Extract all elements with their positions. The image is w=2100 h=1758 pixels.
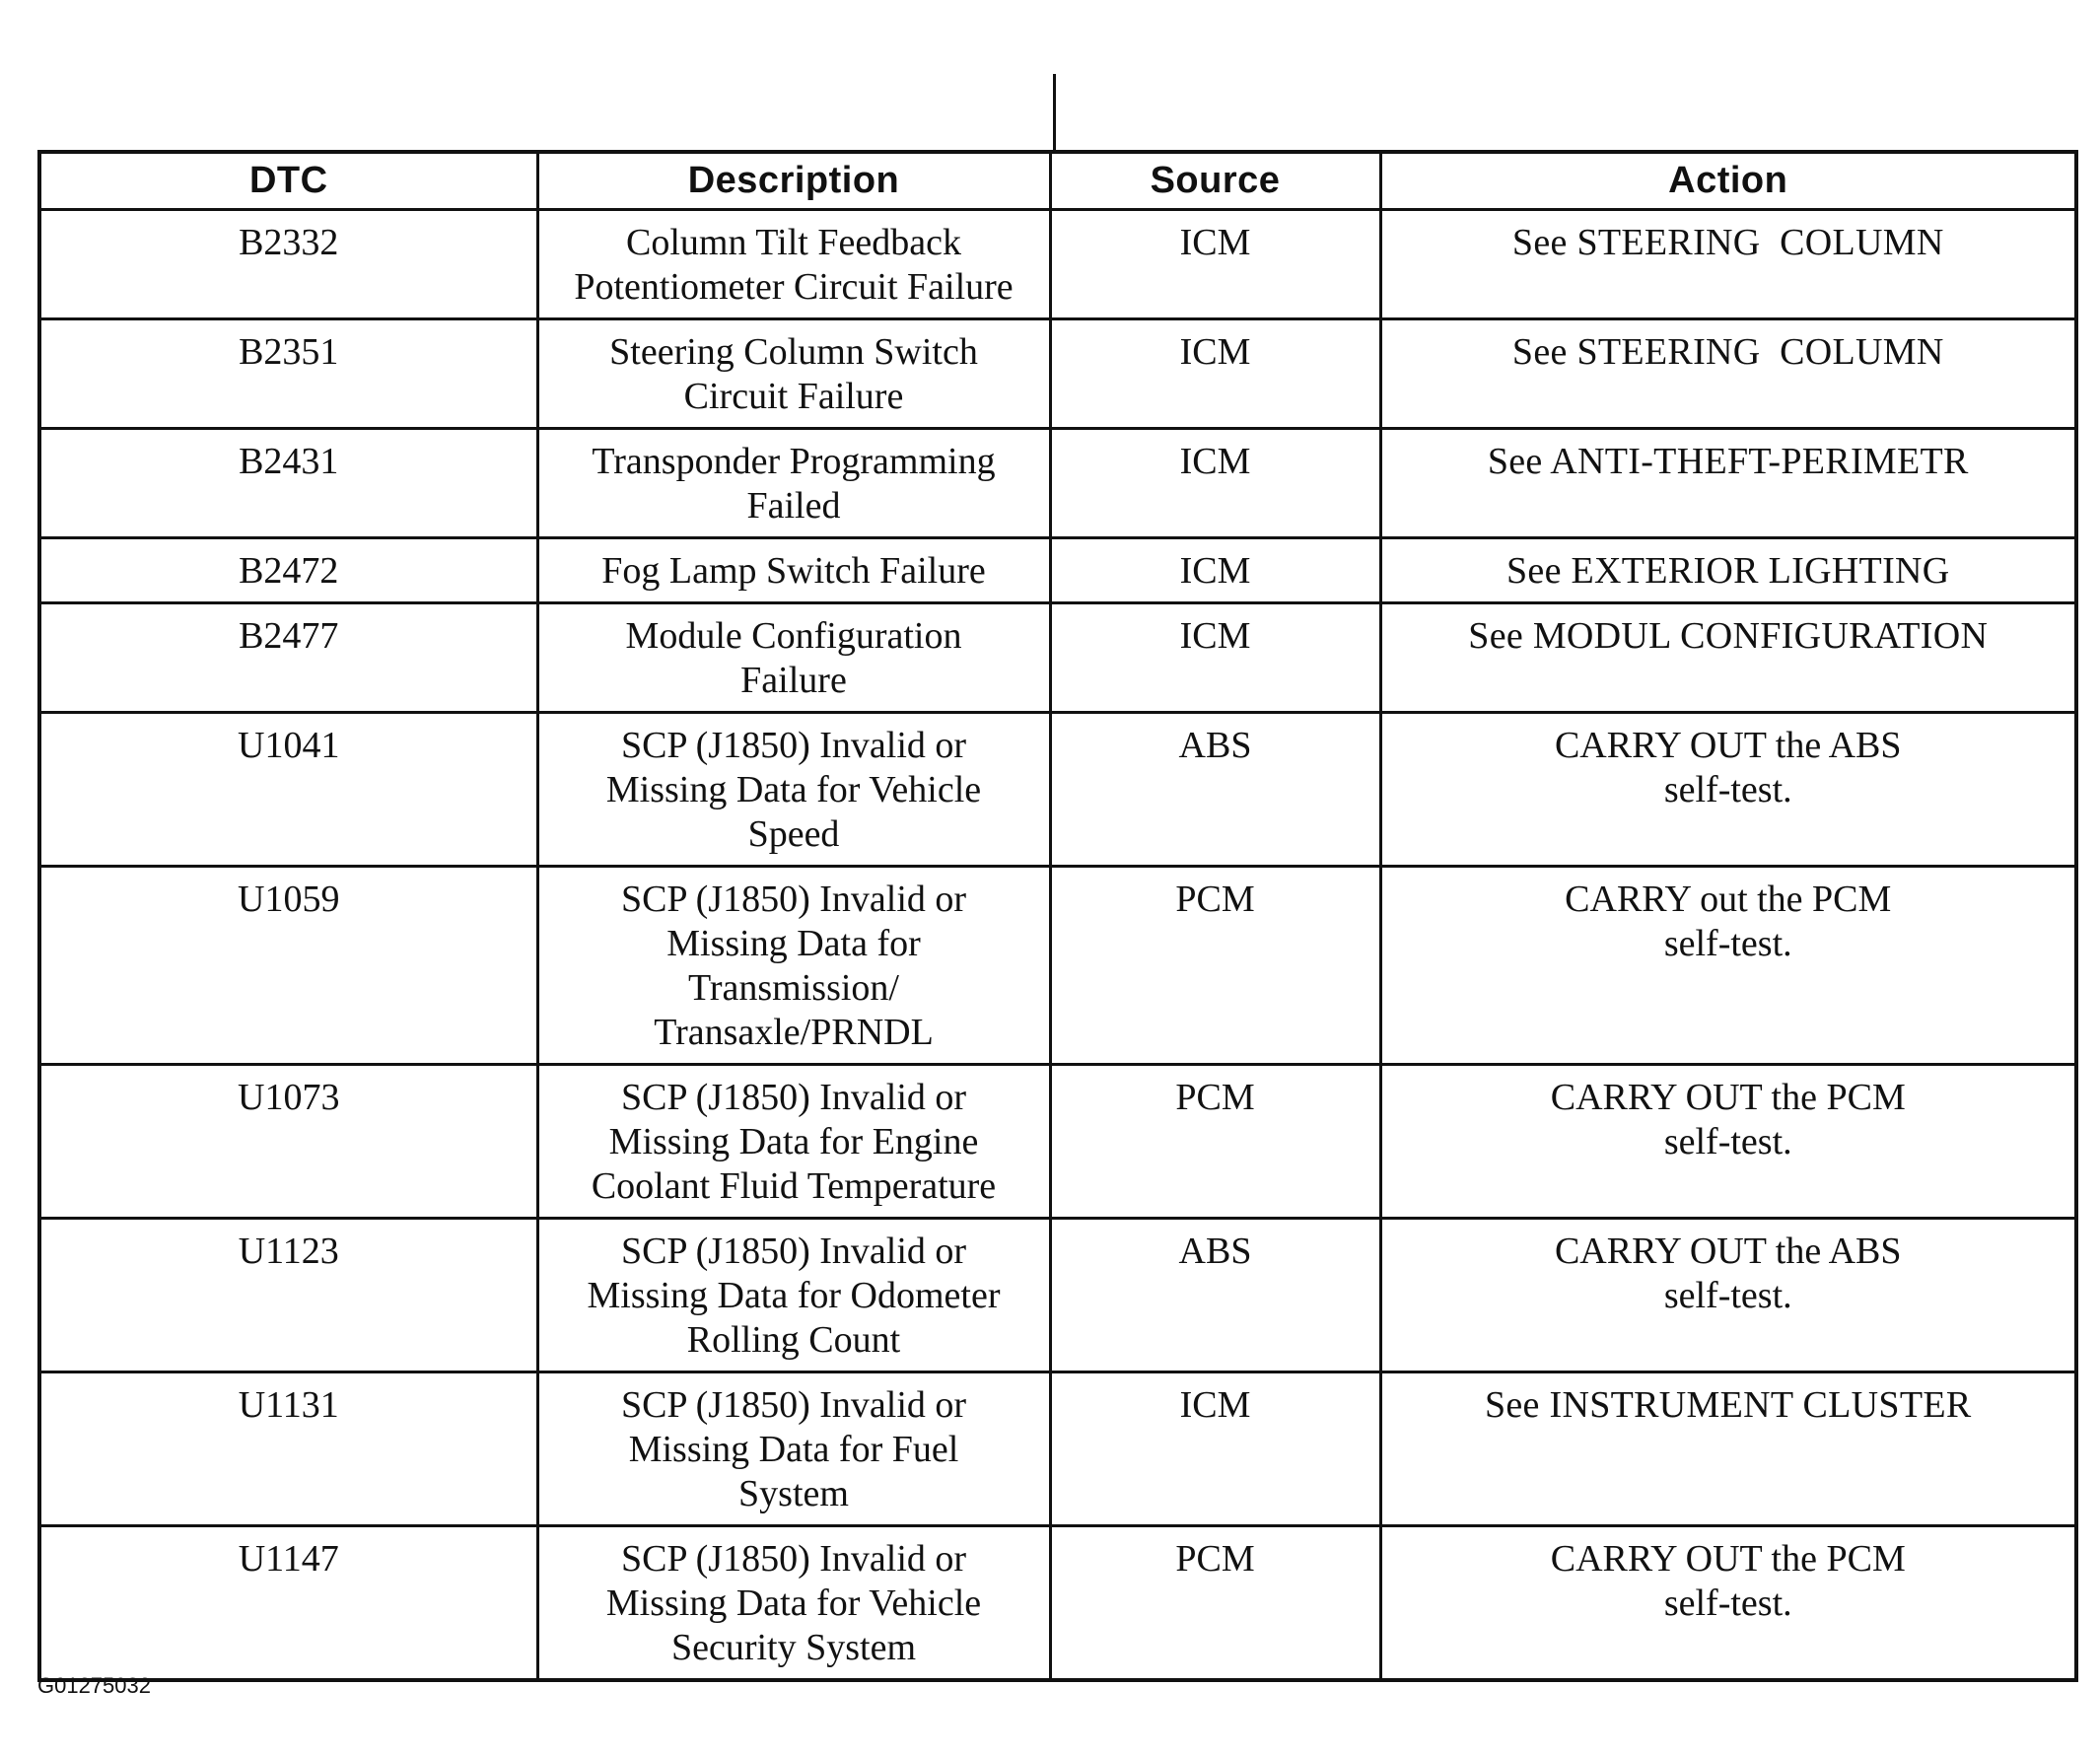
- dtc-code-cell: U1073: [39, 1065, 537, 1219]
- action-line: self-test.: [1663, 1275, 1792, 1316]
- description-line: Rolling Count: [686, 1319, 901, 1361]
- description-cell: [537, 210, 1050, 319]
- description-line: Transmission/: [688, 967, 899, 1009]
- description-line: SCP (J1850) Invalid or: [620, 879, 967, 920]
- table-row: [39, 603, 2076, 713]
- action-line: self-test.: [1663, 923, 1792, 964]
- description-line: Missing Data for Fuel: [628, 1429, 959, 1470]
- action-cell: [1380, 867, 2076, 1065]
- action-line: See STEERING COLUMN: [1511, 222, 1944, 263]
- action-cell: [1380, 429, 2076, 538]
- source-cell: ABS: [1050, 713, 1380, 867]
- source-cell: ICM: [1050, 1372, 1380, 1526]
- description-line: Missing Data for Vehicle: [605, 1582, 982, 1624]
- description-line: Potentiometer Circuit Failure: [574, 266, 1014, 308]
- dtc-code-cell: B2431: [39, 429, 537, 538]
- table-row: [39, 1526, 2076, 1681]
- header-dtc: DTC: [39, 152, 537, 210]
- description-cell: [537, 1219, 1050, 1372]
- dtc-code-cell: U1131: [39, 1372, 537, 1526]
- action-cell: [1380, 1526, 2076, 1681]
- table-row: [39, 867, 2076, 1065]
- action-line: CARRY OUT the PCM: [1550, 1538, 1906, 1580]
- dtc-table: [37, 150, 2078, 1682]
- action-line: CARRY OUT the PCM: [1550, 1077, 1906, 1118]
- action-line: self-test.: [1663, 769, 1792, 810]
- table-row: [39, 319, 2076, 429]
- dtc-code-cell: U1059: [39, 867, 537, 1065]
- description-cell: [537, 713, 1050, 867]
- table-row: [39, 713, 2076, 867]
- description-line: SCP (J1850) Invalid or: [620, 725, 967, 766]
- source-cell: PCM: [1050, 1526, 1380, 1681]
- description-line: SCP (J1850) Invalid or: [620, 1077, 967, 1118]
- action-cell: [1380, 713, 2076, 867]
- action-line: See MODUL CONFIGURATION: [1468, 615, 1989, 657]
- action-cell: [1380, 538, 2076, 603]
- action-line: self-test.: [1663, 1582, 1792, 1624]
- description-line: Failed: [746, 485, 841, 527]
- figure-code: G01275032: [37, 1673, 151, 1698]
- table-body: [39, 210, 2076, 1681]
- description-line: Steering Column Switch: [609, 331, 978, 373]
- description-line: Speed: [747, 813, 840, 855]
- action-cell: [1380, 603, 2076, 713]
- action-line: See EXTERIOR LIGHTING: [1505, 550, 1950, 592]
- description-line: Missing Data for Vehicle: [605, 769, 982, 810]
- dtc-code-cell: B2351: [39, 319, 537, 429]
- description-cell: [537, 538, 1050, 603]
- description-line: Missing Data for Odometer: [587, 1275, 1001, 1316]
- description-line: Transponder Programming: [592, 441, 996, 482]
- description-line: Security System: [670, 1627, 917, 1668]
- description-line: Coolant Fluid Temperature: [591, 1165, 997, 1207]
- action-line: CARRY out the PCM: [1565, 879, 1892, 920]
- action-cell: [1380, 1065, 2076, 1219]
- header-action: Action: [1380, 152, 2076, 210]
- table-row: [39, 210, 2076, 319]
- description-cell: [537, 1526, 1050, 1681]
- description-line: SCP (J1850) Invalid or: [620, 1384, 967, 1426]
- description-line: Missing Data for Engine: [608, 1121, 979, 1162]
- source-cell: ICM: [1050, 603, 1380, 713]
- description-line: Transaxle/PRNDL: [654, 1012, 934, 1053]
- action-line: CARRY OUT the ABS: [1554, 725, 1902, 766]
- action-line: self-test.: [1663, 1121, 1792, 1162]
- source-cell: PCM: [1050, 1065, 1380, 1219]
- source-cell: ICM: [1050, 429, 1380, 538]
- table-row: [39, 1065, 2076, 1219]
- action-cell: [1380, 319, 2076, 429]
- table-row: [39, 429, 2076, 538]
- action-line: See ANTI-THEFT-PERIMETR: [1487, 441, 1969, 482]
- action-cell: [1380, 210, 2076, 319]
- source-cell: ICM: [1050, 210, 1380, 319]
- description-cell: [537, 429, 1050, 538]
- description-cell: [537, 867, 1050, 1065]
- description-cell: [537, 1372, 1050, 1526]
- description-line: Fog Lamp Switch Failure: [601, 550, 986, 592]
- table-row: [39, 1372, 2076, 1526]
- dtc-code-cell: U1041: [39, 713, 537, 867]
- description-line: Module Configuration: [625, 615, 962, 657]
- dtc-code-cell: B2332: [39, 210, 537, 319]
- table-row: [39, 538, 2076, 603]
- source-cell: ABS: [1050, 1219, 1380, 1372]
- source-cell: ICM: [1050, 319, 1380, 429]
- dtc-code-cell: B2472: [39, 538, 537, 603]
- action-line: CARRY OUT the ABS: [1554, 1231, 1902, 1272]
- source-cell: PCM: [1050, 867, 1380, 1065]
- description-cell: [537, 1065, 1050, 1219]
- source-cell: ICM: [1050, 538, 1380, 603]
- description-line: System: [738, 1473, 849, 1514]
- description-line: Failure: [740, 660, 847, 701]
- description-line: SCP (J1850) Invalid or: [620, 1538, 967, 1580]
- action-line: See INSTRUMENT CLUSTER: [1484, 1384, 1972, 1426]
- dtc-code-cell: U1147: [39, 1526, 537, 1681]
- description-line: Circuit Failure: [683, 376, 904, 417]
- table-header-row: [39, 152, 2076, 210]
- description-line: Column Tilt Feedback: [626, 222, 961, 263]
- action-cell: [1380, 1372, 2076, 1526]
- description-line: Missing Data for: [666, 923, 921, 964]
- dtc-code-cell: B2477: [39, 603, 537, 713]
- description-cell: [537, 319, 1050, 429]
- action-cell: [1380, 1219, 2076, 1372]
- description-cell: [537, 603, 1050, 713]
- column-divider-tick: [1053, 74, 1056, 151]
- header-source: Source: [1050, 152, 1380, 210]
- table-row: [39, 1219, 2076, 1372]
- dtc-code-cell: U1123: [39, 1219, 537, 1372]
- header-description: Description: [537, 152, 1050, 210]
- action-line: See STEERING COLUMN: [1511, 331, 1944, 373]
- description-line: SCP (J1850) Invalid or: [620, 1231, 967, 1272]
